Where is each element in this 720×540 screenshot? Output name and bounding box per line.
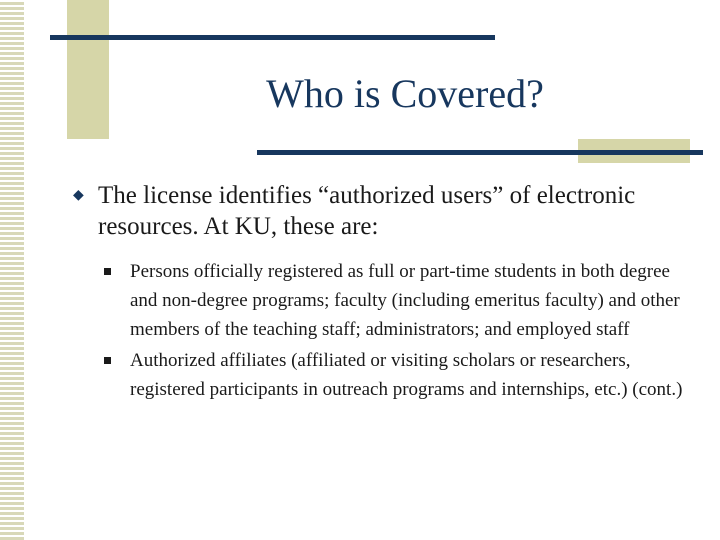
square-bullet-icon (104, 357, 111, 364)
sub-bullet-item (104, 346, 694, 404)
sub-bullet-item (104, 257, 694, 344)
sub-bullet-text: Persons officially registered as full or part-time students in both degree and non-degree programs; faculty (including emeritus faculty) and other members of the teaching staff; administrators; and employed staff (130, 261, 680, 340)
slide-title: Who is Covered? (266, 71, 544, 116)
decorative-stripes (0, 0, 24, 540)
sub-bullet-text: Authorized affiliates (affiliated or visiting scholars or researchers, registered participants in outreach programs and internships, etc.) (cont.) (130, 350, 683, 400)
main-bullet-text: The license identifies “authorized users” of electronic resources. At KU, these are: (98, 182, 636, 240)
decorative-block-top (67, 0, 109, 139)
decorative-line-top (50, 35, 495, 40)
diamond-bullet-icon: ◆ (73, 188, 84, 203)
square-bullet-icon (104, 268, 111, 275)
sub-bullet-list (104, 257, 694, 406)
decorative-line-right (257, 150, 703, 155)
main-bullet (73, 180, 643, 242)
